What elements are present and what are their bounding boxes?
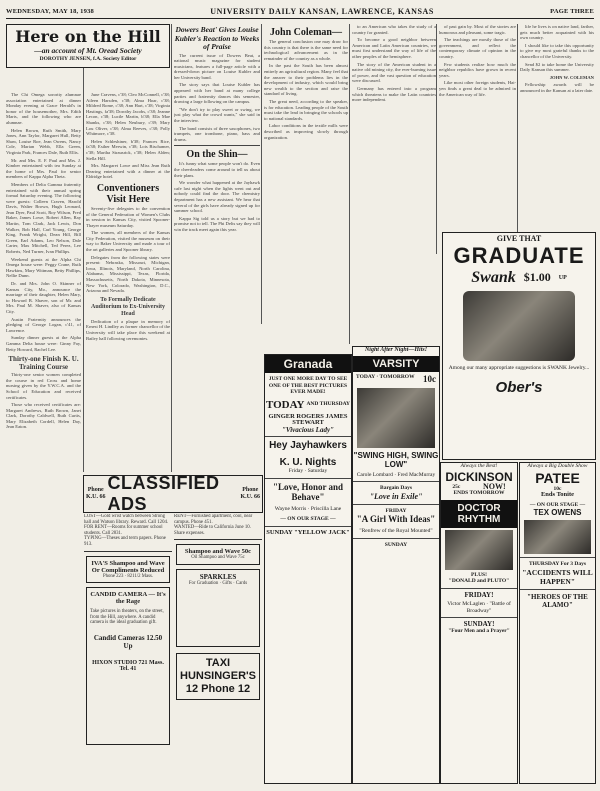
dickinson-logo: DICKINSON: [445, 469, 513, 484]
dickinson-photo: [445, 530, 513, 570]
column-five: to an American who takes the study of a country for granted. To become a good neighbor between American and Latin American countries, we must first understand the way of life of the other peoples of the hemisphere. The story of the American student in a native old mining city, the ever-burning issue of power, and the vast question of education were discussed. Germany has entered into a program which threatens to make the Latin countries more independent.: [352, 24, 436, 103]
coleman-headline: John Coleman—: [270, 27, 342, 38]
slow-down-text: It's funny what some people won't do. Even the cheerleaders come around to tell us about their plans.: [174, 161, 260, 178]
column-rule: [517, 24, 518, 254]
classified-ads-banner: [83, 475, 263, 513]
issue-date: WEDNESDAY, MAY 18, 1938: [6, 7, 94, 15]
society-headline: Here on the Hill: [15, 27, 161, 46]
column-seven: life he lives is on native land, farther, gets much better acquainted with his own country. I should like to take this opportunity to give my most grateful thanks to the chancellor of the University. Send $2 to take home the University Daily Kansan this summer. JOHN W. COLEMAN Fellowship awards will be announced in the Kansan at a later date.: [520, 24, 594, 93]
masthead: [6, 4, 594, 19]
column-rule: [261, 24, 262, 324]
column-rule: [349, 24, 350, 344]
candid-camera-ad: CANDID CAMERA — It's the Rage Take pictures in theaters, on the street, from the Hill, anywhere. A candid camera is the ideal graduation gift. Candid Cameras 12.50 Up HIXON STUDIO 721 Mass. Tel. 41: [86, 587, 170, 745]
classified-title: CLASSIFIED ADS: [107, 473, 220, 514]
society-body: The Chi Omega sorority alumnae association entertained at dinner Monday evening at Grace Herald's in honor of the housemother, Mrs. Edith Marts, and the following who are alumnae. Helen Brown, Ruth Smith, Mary Jones, Ann Taylor, Margaret Hull, Betty Shaw, Louise Roe, Jean Owens, Nancy Cole, Marian Webb, Ella Green, Virginia Park, Frances Dale, Ruth Ellis. Mr. and Mrs. E. F. Paul and Mrs. J. Kimber entertained with tea Sunday at the home of Mrs. Paul for senior members of Kappa Alpha Theta. Members of Delta Gamma fraternity entertained with their annual spring formal Saturday evening. The following were guests: Colleen Craven, Harold Davis, Walter Brown, Hugh Leonard, Jean Dyer, Paul Scott, Roy Wilson, Fred Baker, James Lowe, Robert Allen, Ray Martin, Tom Clark, Jack Lewis, Don Walker, Bob Hall, Carl Young, George King, Frank Wright, Dean Hill, Bill Green, Earl Adams, Leo Nelson, Dale Carter, Max Mitchell, Ted Perez, Lee Roberts, Ned Turner, Ivan Phillips. Weekend guests at the Alpha Chi Omega house were: Peggy Crane, Ruth Hawkins, Mary Wittman, Betty Phillips, Nellie Dunn. Dr. and Mrs. John O. Skinner of Kansas City, Mo., announce the marriage of their daughter, Helen Mary, to Howard B. Shaver, son of Mr. and Mrs. Paul M. Shaver, also of Kansas City. Austin Fraternity announces the pledging of George Logan, c'41, of Lawrence. Sunday dinner guests at the Alpha Gamma Delta house were: Ginny Fay, Betty Howard, Rachel Lee. Thirty-one Finish K. U. Training Course Thirty-one senior women completed the course in red Cross and home nursing given by the Y.W.C.A. and the School of Education and received certificates. Those who received certificates are: Margaret Andrews, Ruth Brown, Janet Clark, Dorothy Caldwell, Ruth Curtis, Mary Elizabeth Cordell, Helen Day, Jean Eaton.: [6, 92, 81, 430]
classified-phone-left: Phone K.U. 66: [85, 487, 106, 500]
society-subhead: —an account of Mt. Oread Society: [34, 46, 142, 55]
dowagers-text: The current issue of Dowers Beat, a national music magazine for student musicians, features a full-page article with a dressed-down picture on Louise Kubler and her University band.: [174, 52, 260, 80]
column-rule: [171, 24, 172, 472]
kansan-note: Send $2 to take home the University Daily Kansan this summer.: [520, 61, 594, 73]
society-column: [6, 92, 81, 764]
coleman-text: The general conclusion one may draw for this country is that there is the same need for technological advancement as in the remainder of the country as a whole.: [264, 39, 348, 61]
dickinson-theater-ad: Always the Best! DICKINSON 25c NOW! ENDS TOMORROW DOCTOR RHYTHM PLUS! "DONALD and PLUTO" FRIDAY! Victor McLaglen · "Battle of Broadway" SUNDAY! "Four Men and a Prayer": [440, 462, 518, 784]
dowagers-headline: Dowers Beat' Gives Louise Kubler's Reaction to Weeks of Praise: [174, 25, 260, 51]
swank-graduate-ad: GIVE THAT GRADUATE Swank $1.00 UP Among our many appropriate suggestions is SWANK Jewelry... Ober's: [442, 232, 596, 460]
taxi-ad: TAXI HUNSINGER'S 12 Phone 12: [176, 653, 260, 700]
paper-name: UNIVERSITY DAILY KANSAN, LAWRENCE, KANSAS: [210, 6, 434, 16]
patee-logo: PATEE: [535, 469, 580, 486]
patee-photo: [524, 520, 591, 554]
classified-column-right: RENT—Furnished apartment, cool, near campus. Phone 451. WANTED—Ride to California June 10. Share expenses. Shampoo and Wave 50c Oil Shampoo and Wave 75c SPARKLES For Graduation · Gifts · Cards TAXI HUNSINGER'S 12 Phone 12: [174, 514, 262, 784]
column-three: Dowers Beat' Gives Louise Kubler's Reaction to Weeks of Praise The current issue of Dowers Beat, a national music magazine for student musicians, features a full-page article with a dressed-down picture on Louise Kubler and her University band. The story says that Louise Kubler has appeared with her band at many college parties and fraternity dances this semester, drawing a large following on the campus. "We don't try to play sweet or swing, we just play what the crowd wants," she said in the interview. The band consists of three saxophones, two trumpets, one trombone, piano, bass and drums. On the Shin— It's funny what some people won't do. Even the cheerleaders come around to tell us about their plans. We wonder what happened at the Jayhawk cafe last night when the lights went out and nobody could find the door. The chemistry department has a new assistant. We hear that several of the girls have already signed up for summer school. Kappa Sig told us a story but we had to promise not to tell. The Phi Delts say they will win the track meet again this year.: [174, 25, 260, 232]
varsity-photo: [357, 388, 435, 448]
obers-logo: Ober's: [495, 379, 543, 396]
society-lead: The Chi Omega sorority alumnae association entertained at dinner Monday evening at Grace Herald's in honor of the housemother, Mrs. Edith Marts, and the following who are alumnae.: [6, 92, 81, 125]
granada-logo: Granada: [265, 355, 351, 373]
thirty-one-headline: Thirty-one Finish K. U. Training Course: [8, 355, 79, 372]
slow-down-headline: On the Shin—: [186, 149, 248, 161]
sparkles-ad: SPARKLES For Graduation · Gifts · Cards: [176, 569, 260, 647]
society-editor: DOROTHY JENSEN, f.A. Society Editor: [39, 56, 137, 62]
society-box: [6, 24, 170, 68]
granada-theater-ad: Granada JUST ONE MORE DAY TO SEE ONE OF THE BEST PICTURES EVER MADE! TODAY AND THURSDAY GINGER ROGERS JAMES STEWART "Vivacious Lady" Hey Jayhawkers K. U. Nights Friday · Saturday "Love, Honor and Behave" Wayne Morris · Priscilla Lane — ON OUR STAGE — SUNDAY "YELLOW JACK": [264, 354, 352, 784]
convention-text: Seventy-five delegates to the convention of the General Federation of Women's Clubs in session in Kansas City, visited Spooner-Thayer museum Saturday.: [86, 205, 170, 228]
thirty-one-text: Thirty-one senior women completed the course in red Cross and home nursing given by the Y.W.C.A. and the School of Education and received certificates.: [6, 372, 81, 400]
convention-headline: Conventioners Visit Here: [96, 182, 160, 205]
varsity-theater-ad: Night After Night—Hits! VARSITY TODAY · TOMORROW 10c "SWING HIGH, SWING LOW" Carole Lombard · Fred MacMurray Bargain Days "Love in Exile" FRIDAY "A Girl With Ideas" "Renfrew of the Royal Mounted" SUNDAY: [352, 346, 440, 784]
patee-theater-ad: Always a Big Double Show PATEE 10c Ends Tonite — ON OUR STAGE — TEX OWENS THURSDAY For 3 Days "ACCIDENTS WILL HAPPEN" "HEROES OF THE ALAMO": [519, 462, 596, 784]
jewelry-illustration: [463, 291, 575, 361]
column-six: of past gain by. Most of the stories are humorous and pleasant, some tragic. The teachings are mostly those of the government, and reflect the contemporary climate of opinion in the country. Few students realize how much the neighbor republics have grown in recent years. Like most other foreign students, Hai-yen finds a great deal to be admired in the American way of life.: [439, 24, 516, 97]
column-four: John Coleman— The general conclusion one may draw for this country is that there is the same need for technological advancement as in the remainder of the country as a whole. In the past the South has been almost entirely an agricultural region. Many feel that the answer to their problems lies in the development of industry, which would bring new wealth to the section and raise the standard of living. The great need, according to the speaker, is for education. Leading people of the South must take the lead in bringing the schools up to national standards. Labor conditions in the textile mills were described as improving slowly through organization.: [264, 27, 348, 140]
column-two: June Cravens, c'38; Cleo McConnell, c'38; Aileen Harsden, c'38; Alma Hoar, c'38; Mildred Rome, c'38; Ann Hart, c'38; Virginia Hastings, fa'38; Dorothy Jacobs, c'38; Jeanne Lecon, c'38; Lucile Martin, b'38; Ella Mae Shanks, c'38; Helen Neubury, c'39; Mary Lou Oliver, c'38; Alma Reeves, c'38; Polly Whitmore, c'38. Helen Schleshiner, b'38; Frances Rice, fa'38; Esther Merwin, c'38; Lois Bischamer, c'38; Martha Strausrick, c'38; Helen Alden; Stella Hill. Mrs. Margaret Lowe and Miss Jean Ruth Dearing entertained with a dinner at the Eldridge hotel. Conventioners Visit Here Seventy-five delegates to the convention of the General Federation of Women's Clubs in session in Kansas City, visited Spooner-Thayer museum Saturday. The women, all members of the Kansas City Federation, visited the museum on their way to Baker University and made a tour of the art galleries and Spooner library. Delegates from the following states were present: Nebraska, Missouri, Michigan, Iowa, Illinois, Maryland, North Carolina, Alabama, Mississippi, Texas, Florida, Massachusetts, North Dakota, Minnesota, New York, Colorado, Washington, D.C., Arizona and Nevada. To Formally Dedicate Auditorium to Ex-University Head Dedication of a plaque in memory of Ernest H. Lindley as former chancellor of the University will take place this weekend at Bailey hall following ceremonies.: [86, 92, 170, 341]
varsity-logo: VARSITY: [353, 356, 439, 372]
page-number: PAGE THREE: [550, 7, 594, 15]
classified-column-left: LOST—Gold wrist watch between Strong hall and Watson library. Reward. Call 1204. FOR RENT—Rooms for summer school students. Call 2831. TYPING—Theses and term papers. Phone 913. IVA'S Shampoo and Wave Or Compliments Reduced Phone 223 · 8211/2 Mass. CANDID CAMERA — It's the Rage Take pictures in theaters, on the street, from the Hill, anywhere. A candid camera is the ideal graduation gift. Candid Cameras 12.50 Up HIXON STUDIO 721 Mass. Tel. 41: [84, 514, 172, 784]
column-rule: [436, 24, 437, 254]
ivas-ad: IVA'S Shampoo and Wave Or Compliments Reduced Phone 223 · 8211/2 Mass.: [86, 556, 170, 584]
shampoo-ad: Shampoo and Wave 50c Oil Shampoo and Wave 75c: [176, 544, 260, 565]
classified-phone-right: Phone K.U. 66: [240, 487, 261, 500]
